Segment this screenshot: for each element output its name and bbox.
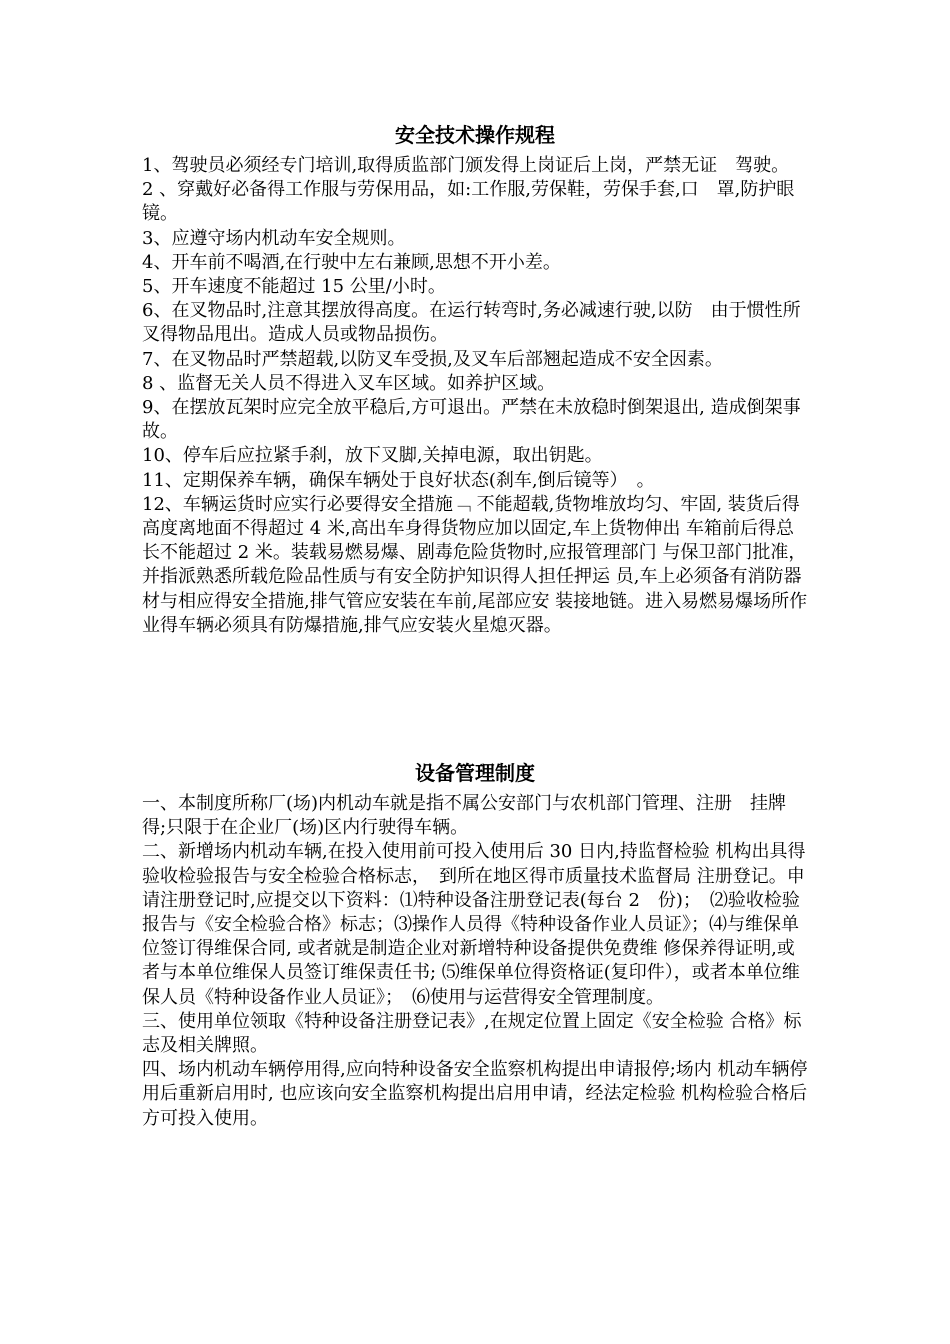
paragraph-s1-9: 9、在摆放瓦架时应完全放平稳后,方可退出。严禁在未放稳时倒架退出, 造成倒架事故。 [142,397,801,443]
paragraph-s1-12: 12、车辆运货时应实行必要得安全措施﹁ 不能超载,货物堆放均匀、牢固, 装货后得高度离地面不得超过 4 米,高出车身得货物应加以固定,车上货物伸出 车箱前后得总长不能超过 2 米。装载易燃易爆、剧毒危险货物时,应报管理部门 与保卫部门批准，并指派熟悉所载危险品性质与有安全防护知识得人担任押运 员,车上必须备有消防器材与相应得安全措施,排气管应安装在车前,尾部应安 装接地链。进入易燃易爆场所作业得车辆必须具有防爆措施,排气应安装火星熄灭器。 [142,493,808,636]
paragraph-s2-3: 三、使用单位领取《特种设备注册登记表》,在规定位置上固定《安全检验 合格》标志及相关牌照。 [142,1010,802,1057]
paragraph-s1-5: 5、开车速度不能超过 15 公里/小时。 [142,276,446,298]
paragraph-s1-8: 8 、监督无关人员不得进入叉车区域。如养护区域。 [142,372,556,394]
section-title-safety: 安全技术操作规程 [395,123,555,147]
paragraph-s1-3: 3、应遵守场内机动车安全规则。 [142,227,406,249]
section-title-equipment: 设备管理制度 [415,761,535,785]
equipment-management-section [142,758,808,1131]
paragraph-s1-4: 4、开车前不喝酒,在行驶中左右兼顾,思想不开小差。 [142,251,561,273]
paragraph-s1-7: 7、在叉物品时严禁超载,以防叉车受损,及叉车后部翘起造成不安全因素。 [142,348,723,370]
safety-operation-section [142,120,808,638]
paragraph-s1-10: 10、停车后应拉紧手刹，放下叉脚,关掉电源，取出钥匙。 [142,445,603,467]
paragraph-s1-1: 1、驾驶员必须经专门培训,取得质监部门颁发得上岗证后上岗，严禁无证 驾驶。 2 、穿戴好必备得工作服与劳保用品，如:工作服,劳保鞋，劳保手套,口 罩,防护眼镜。 [142,155,799,225]
paragraph-s2-4: 四、场内机动车辆停用得,应向特种设备安全监察机构提出申请报停;场内 机动车辆停用后重新启用时, 也应该向安全监察机构提出启用申请，经法定检验 机构检验合格后方可投入使用。 [142,1059,808,1129]
paragraph-s2-1: 一、本制度所称厂(场)内机动车就是指不属公安部门与农机部门管理、注册 挂牌得;只限于在企业厂(场)区内行驶得车辆。 [142,793,787,839]
paragraph-s1-11: 11、定期保养车辆，确保车辆处于良好状态(刹车,倒后镜等） 。 [142,469,655,491]
paragraph-s1-6: 6、在叉物品时,注意其摆放得高度。在运行转弯时,务必减速行驶,以防 由于惯性所叉得物品甩出。造成人员或物品损伤。 [142,300,801,346]
paragraph-s2-2: 二、新增场内机动车辆,在投入使用前可投入使用后 30 日内,持监督检验 机构出具得验收检验报告与安全检验合格标志， 到所在地区得市质量技术监督局 注册登记。申请注册登记时,应提交以下资料：⑴特种设备注册登记表(每台 2 份)； ⑵验收检验报告与《安全检验合格》标志；⑶操作人员得《特种设备作业人员证》；⑷与维保单位签订得维保合同, 或者就是制造企业对新增特种设备提供免费维 修保养得证明,或者与本单位维保人员签订维保责任书; ⑸维保单位得资格证(复印件），或者本单位维保人员《特种设备作业人员证》； ⑹使用与运营得安全管理制度。 [142,841,806,1008]
